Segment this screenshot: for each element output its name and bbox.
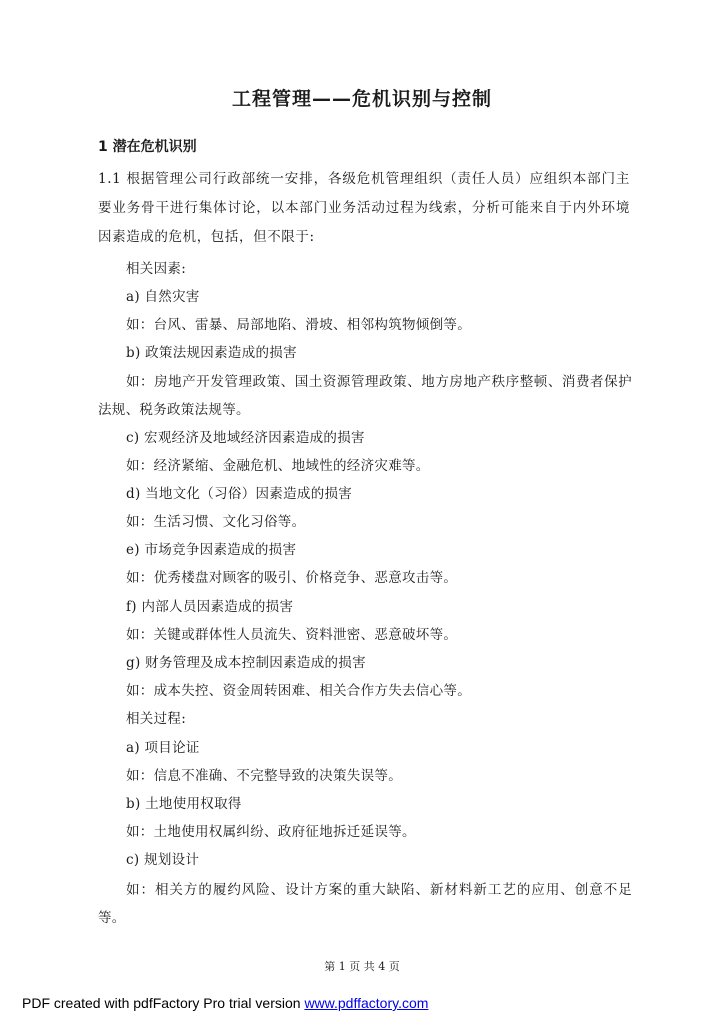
list-item: f) 内部人员因素造成的损害 [126, 599, 294, 615]
list-item-example: 如：相关方的履约风险、设计方案的重大缺陷、新材料新工艺的应用、创意不足等。 [98, 882, 632, 926]
list-item-example: 如：土地使用权属纠纷、政府征地拆迁延误等。 [126, 824, 416, 840]
list-item-example: 如：台风、雷暴、局部地陷、滑坡、相邻构筑物倾倒等。 [126, 317, 471, 333]
page-footer: 第 1 页 共 4 页 [324, 960, 400, 973]
list-item: c) 宏观经济及地域经济因素造成的损害 [126, 430, 365, 446]
list-item: g) 财务管理及成本控制因素造成的损害 [126, 655, 366, 671]
list-item-example: 如：优秀楼盘对顾客的吸引、价格竞争、恶意攻击等。 [126, 570, 458, 586]
list-item: a) 项目论证 [126, 740, 200, 756]
pdffactory-link[interactable]: www.pdffactory.com [304, 995, 429, 1011]
process-label: 相关过程: [126, 711, 187, 727]
pdf-banner-text: PDF created with pdfFactory Pro trial version [22, 995, 305, 1011]
list-item: e) 市场竞争因素造成的损害 [126, 542, 297, 558]
list-item-example: 如：关键或群体性人员流失、资料泄密、恶意破坏等。 [126, 627, 458, 643]
list-item: c) 规划设计 [126, 852, 200, 868]
list-item-example: 如：经济紧缩、金融危机、地域性的经济灾难等。 [126, 458, 430, 474]
intro-paragraph: 1.1 根据管理公司行政部统一安排，各级危机管理组织（责任人员）应组织本部门主要业务骨干进行集体讨论，以本部门业务活动过程为线索，分析可能来自于内外环境因素造成的危机，包括，但不限于: [98, 171, 630, 245]
list-item-example: 如：信息不准确、不完整导致的决策失误等。 [126, 768, 402, 784]
document-title: 工程管理——危机识别与控制 [231, 88, 492, 110]
list-item-example: 如：成本失控、资金周转困难、相关合作方失去信心等。 [126, 683, 471, 699]
list-item: b) 政策法规因素造成的损害 [126, 345, 297, 361]
list-item-example: 如：生活习惯、文化习俗等。 [126, 514, 306, 530]
list-item-example: 如：房地产开发管理政策、国土资源管理政策、地方房地产秩序整顿、消费者保护法规、税务政策法规等。 [98, 374, 632, 418]
list-item: a) 自然灾害 [126, 289, 200, 305]
section-heading: 1 潜在危机识别 [98, 139, 197, 155]
list-item: d) 当地文化（习俗）因素造成的损害 [126, 486, 353, 502]
pdf-banner [22, 995, 428, 1011]
factors-label: 相关因素: [126, 261, 187, 277]
list-item: b) 土地使用权取得 [126, 796, 242, 812]
